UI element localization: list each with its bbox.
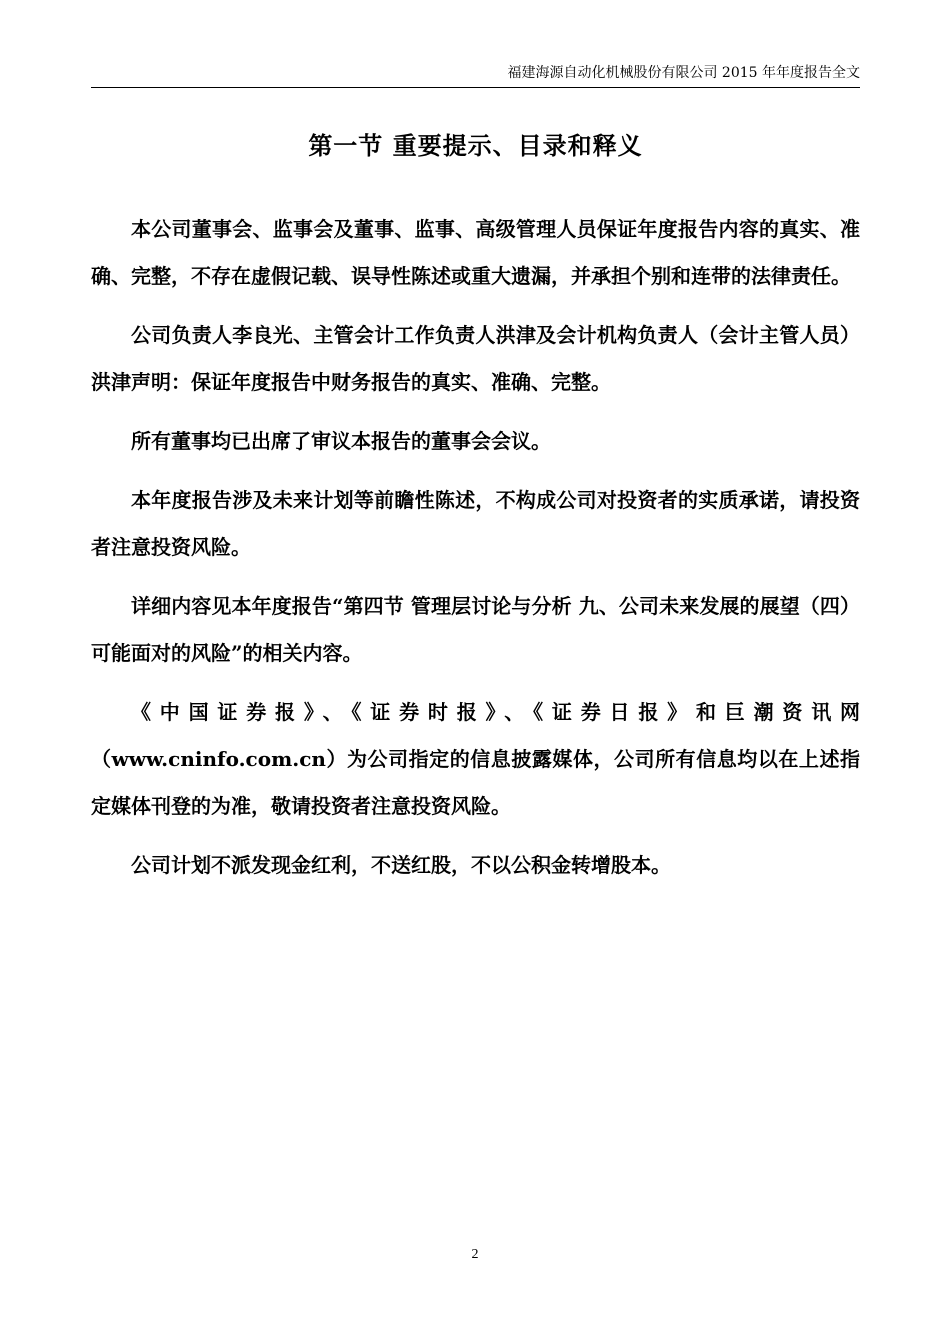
running-header: 福建海源自动化机械股份有限公司 2015 年年度报告全文 (507, 65, 860, 81)
paragraph-responsibility-statement: 本公司董事会、监事会及董事、监事、高级管理人员保证年度报告内容的真实、准确、完整，不存在虚假记载、误导性陈述或重大遗漏，并承担个别和连带的法律责任。 (91, 217, 860, 288)
body-text (91, 206, 860, 901)
paragraph-board-attendance: 所有董事均已出席了审议本报告的董事会会议。 (131, 429, 551, 453)
paragraph-risk-reference: 详细内容见本年度报告“第四节 管理层讨论与分析 九、公司未来发展的展望（四）可能面对的风险”的相关内容。 (91, 594, 860, 665)
paragraph-forward-looking-notice: 本年度报告涉及未来计划等前瞻性陈述，不构成公司对投资者的实质承诺，请投资者注意投资风险。 (91, 488, 860, 559)
paragraph-disclosure-media: 《中国证券报》、《证券时报》、《证券日报》和巨潮资讯网（www.cninfo.com.cn）为公司指定的信息披露媒体，公司所有信息均以在上述指定媒体刊登的为准，敬请投资者注意投资风险。 (91, 700, 860, 818)
paragraph-financial-statement-declaration: 公司负责人李良光、主管会计工作负责人洪津及会计机构负责人（会计主管人员）洪津声明：保证年度报告中财务报告的真实、准确、完整。 (91, 323, 860, 394)
section-title: 第一节 重要提示、目录和释义 (308, 131, 643, 160)
paragraph-dividend-plan: 公司计划不派发现金红利，不送红股，不以公积金转增股本。 (131, 853, 671, 877)
header-divider (91, 87, 860, 88)
page-number: 2 (471, 1247, 479, 1262)
